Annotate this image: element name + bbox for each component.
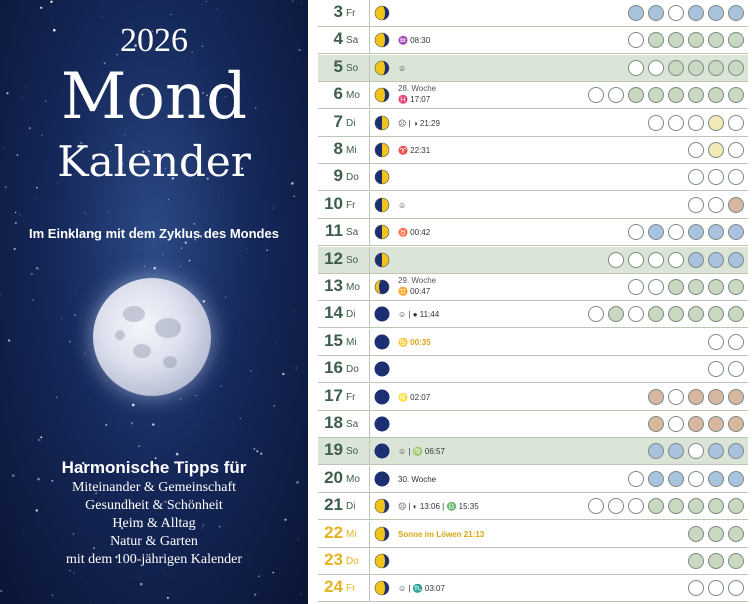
advice-icon [728,32,744,48]
day-row [318,192,748,219]
calendar-cover [0,0,308,604]
moon-phase-icon [374,279,390,295]
day-info: ☺ | ♍ 06:57 [398,447,445,457]
advice-icon [728,471,744,487]
day-info: ☺ [398,63,407,73]
advice-icon [608,252,624,268]
advice-icon [708,361,724,377]
advice-icon [708,32,724,48]
moon-phase-icon [374,334,390,350]
advice-icon [648,60,664,76]
weekday-label: So [346,446,359,458]
moon-phase-icon [374,443,390,459]
day-number: 15 [324,330,343,350]
day-number: 14 [324,303,343,323]
advice-icon [648,471,664,487]
day-info: ♉ 00:42 [398,228,431,238]
advice-icon [728,279,744,295]
advice-icon [628,5,644,21]
day-number: 8 [333,139,343,158]
advice-icon [628,60,644,76]
advice-icon [668,389,684,405]
day-number: 12 [324,248,343,268]
week-number: 29. Woche [398,276,437,285]
cover-title-kalender: Kalender [57,137,251,186]
day-row [318,575,748,602]
weekday-label: Fr [346,8,356,19]
advice-icon [588,306,604,322]
advice-icon [648,306,664,322]
advice-icon [728,498,744,514]
advice-icon [648,5,664,21]
advice-icon [728,553,744,569]
weekday-label: Sa [346,419,359,430]
day-info: ☹ | ◑ 21:29 [398,118,440,128]
advice-icon [668,306,684,322]
day-row [318,301,748,328]
advice-icon [688,498,704,514]
advice-icon [628,224,644,240]
advice-icon [708,142,724,158]
weekday-label: Do [346,556,359,567]
moon-phase-icon [374,416,390,432]
day-row [318,27,748,54]
advice-icon [688,306,704,322]
day-row [318,384,748,411]
advice-icon [708,60,724,76]
weekday-label: Mi [346,145,357,156]
cover-tagline: Im Einklang mit dem Zyklus des Mondes [29,226,279,241]
weekday-label: Di [346,501,356,513]
moon-phase-icon [374,142,390,158]
advice-icon [728,580,744,596]
advice-icon [728,197,744,213]
day-number: 19 [324,440,343,460]
advice-icon [668,115,684,131]
advice-icon [608,498,624,514]
day-info: 30. Woche [398,474,437,484]
advice-icon [708,306,724,322]
moon-phase-icon [374,553,390,569]
day-info: ♋ 00:35 [398,337,431,347]
tip-line: Natur & Garten [110,534,198,549]
advice-icon [708,115,724,131]
calendar-day-list [318,0,752,604]
weekday-label: Do [346,364,359,376]
weekday-label: So [346,254,359,266]
advice-icon [708,224,724,240]
advice-icon [608,87,624,103]
moon-phase-icon [374,252,390,268]
day-number: 6 [333,84,343,104]
day-row [318,0,748,27]
advice-icon [688,416,704,432]
advice-icon [628,498,644,514]
day-info: ☺ | ♏ 03:07 [398,584,445,594]
advice-icon [708,471,724,487]
advice-icon [728,115,744,131]
weekday-label: Mo [346,282,360,293]
advice-icon [648,389,664,405]
advice-icon [628,306,644,322]
day-info: ♊ 00:47 [398,287,431,296]
advice-icon [628,252,644,268]
day-number: 23 [324,550,343,569]
day-row [318,247,748,274]
advice-icon [728,361,744,377]
day-info: ♈ 22:31 [398,146,431,155]
advice-icon [688,471,704,487]
advice-icon [708,389,724,405]
advice-icon [708,279,724,295]
advice-icon [708,580,724,596]
moon-phase-icon [374,169,390,185]
advice-icon [668,443,684,459]
cover-year: 2026 [120,22,188,59]
advice-icon [648,279,664,295]
advice-icon [668,60,684,76]
day-number: 7 [333,111,343,131]
advice-icon [688,526,704,542]
advice-icon [648,32,664,48]
day-row [318,82,748,109]
day-number: 20 [324,467,343,487]
advice-icon [708,5,724,21]
day-info: ♓ 17:07 [398,95,431,105]
day-number: 4 [333,29,343,49]
weekday-label: Di [346,309,356,321]
moon-phase-icon [374,580,390,596]
moon-phase-icon [374,87,390,103]
advice-icon [648,443,664,459]
day-number: 17 [324,385,343,405]
advice-icon [728,169,744,185]
day-info: ♒ 08:30 [398,36,431,46]
day-row [318,219,748,246]
day-number: 24 [324,577,343,597]
advice-icon [668,498,684,514]
advice-icon [728,5,744,21]
advice-icon [668,416,684,432]
advice-icon [688,5,704,21]
advice-icon [628,87,644,103]
advice-icon [708,443,724,459]
advice-icon [728,142,744,158]
advice-icon [688,443,704,459]
advice-icon [708,197,724,213]
advice-icon [688,142,704,158]
day-info: Sonne im Löwen 21:13 [398,529,485,539]
advice-icon [708,553,724,569]
advice-icon [708,87,724,103]
moon-phase-icon [374,526,390,542]
moon-phase-icon [374,197,390,213]
advice-icon [708,416,724,432]
advice-icon [648,224,664,240]
moon-phase-icon [374,498,390,514]
weekday-label: Fr [346,391,356,403]
weekday-label: Do [346,172,359,184]
advice-icon [668,252,684,268]
day-number: 13 [324,276,343,295]
day-number: 16 [324,358,343,378]
advice-icon [708,498,724,514]
advice-icon [628,279,644,295]
advice-icon [688,197,704,213]
day-number: 10 [324,193,343,213]
advice-icon [728,252,744,268]
advice-icon [668,32,684,48]
weekday-label: Di [346,117,356,129]
tip-line: mit dem 100-jährigen Kalender [65,552,243,567]
tip-line: Gesundheit & Schönheit [85,498,223,513]
advice-icon [728,443,744,459]
advice-icon [628,32,644,48]
advice-icon [628,471,644,487]
advice-icon [688,60,704,76]
moon-phase-icon [374,389,390,405]
advice-icon [728,306,744,322]
advice-icon [728,389,744,405]
day-row [318,356,748,383]
day-row [318,329,748,356]
advice-icon [728,87,744,103]
day-row [318,466,748,493]
tip-line: Miteinander & Gemeinschaft [71,480,237,495]
advice-icon [668,471,684,487]
moon-phase-icon [374,471,390,487]
weekday-label: So [346,62,359,74]
advice-icon [708,526,724,542]
advice-icon [688,169,704,185]
advice-icon [688,32,704,48]
moon-phase-icon [374,32,390,48]
moon-phase-icon [374,115,390,131]
moon-phase-icon [374,224,390,240]
advice-icon [708,169,724,185]
advice-icon [688,580,704,596]
day-number: 21 [324,495,343,515]
day-row [318,493,748,520]
cover-title-mond: Mond [60,60,248,134]
advice-icon [668,224,684,240]
advice-icon [588,498,604,514]
day-row [318,164,748,191]
advice-icon [648,115,664,131]
advice-icon [688,252,704,268]
day-row [318,548,748,575]
day-row [318,411,748,438]
weekday-label: Mo [346,90,360,102]
day-number: 11 [325,221,343,241]
advice-icon [728,416,744,432]
advice-icon [688,279,704,295]
moon-phase-icon [374,60,390,76]
moon-phase-icon [374,306,390,322]
advice-icon [688,115,704,131]
advice-icon [688,87,704,103]
advice-icon [588,87,604,103]
tips-heading: Harmonische Tipps für [61,458,247,477]
day-row [318,521,748,548]
advice-icon [668,279,684,295]
day-row [318,137,748,164]
advice-icon [608,306,624,322]
day-number: 22 [324,522,343,542]
day-info: ☺ | ● 11:44 [398,310,440,320]
advice-icon [688,553,704,569]
advice-icon [688,389,704,405]
day-number: 9 [333,166,343,186]
advice-icon [688,224,704,240]
weekday-label: Sa [346,35,359,47]
advice-icon [668,5,684,21]
tip-line: Heim & Alltag [112,516,196,531]
day-row [318,110,748,137]
moon-phase-icon [374,361,390,377]
advice-icon [728,334,744,350]
weekday-label: Fr [346,583,356,595]
advice-icon [728,60,744,76]
day-row [318,55,748,82]
full-moon-image [93,278,211,396]
weekday-label: Mi [346,336,357,348]
advice-icon [708,252,724,268]
advice-icon [728,224,744,240]
advice-icon [668,87,684,103]
advice-icon [648,416,664,432]
weekday-label: Mi [346,528,357,540]
week-number: 28. Woche [398,84,437,94]
day-number: 5 [333,56,343,76]
weekday-label: Sa [346,227,359,239]
moon-phase-icon [374,5,390,21]
day-info: ☺ [398,200,407,210]
day-row [318,274,748,301]
advice-icon [728,526,744,542]
advice-icon [708,334,724,350]
day-number: 18 [324,413,343,432]
day-row [318,438,748,465]
day-info: ☹ | ◐ 13:06 | ♎ 15:35 [398,502,479,512]
advice-icon [648,87,664,103]
advice-icon [648,498,664,514]
advice-icon [648,252,664,268]
day-info: ♌ 02:07 [398,392,431,402]
weekday-label: Mo [346,473,360,485]
day-number: 3 [333,2,343,21]
weekday-label: Fr [346,199,356,211]
